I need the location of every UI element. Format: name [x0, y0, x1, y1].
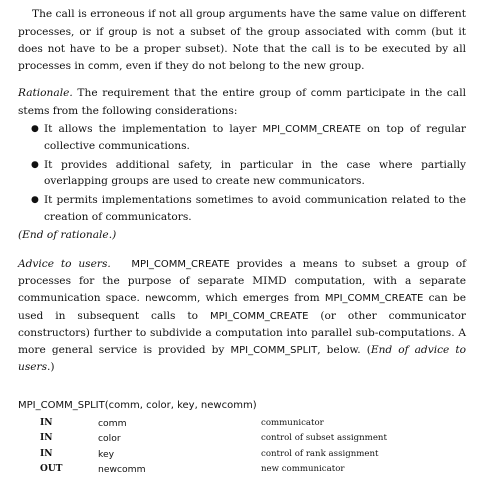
param-description: new communicator [261, 464, 345, 475]
text-span: The call is erroneous if not all [32, 8, 197, 20]
end-of-advice: End of advice to users. [18, 343, 466, 374]
text-span: (but it does not have to be a proper subset). Note that the call is to be executed by all processes in [18, 25, 466, 72]
text-span: provides a means to subset a group of processes for the purpose of separate MIMD computation, with a separate communication space. [18, 257, 467, 304]
end-of-rationale: (End of rationale.) [18, 229, 117, 242]
code-comm: comm [310, 88, 342, 100]
code-newcomm: newcomm [145, 292, 197, 304]
param-direction: IN [40, 448, 53, 459]
param-name: comm [98, 417, 127, 429]
text-span: The requirement that the entire group of [72, 87, 311, 100]
text-span: , below. ( [317, 343, 371, 356]
rationale-paragraph [18, 85, 466, 119]
text-span: , which emerges from [196, 291, 325, 304]
param-direction: IN [40, 433, 53, 444]
param-name: newcomm [98, 464, 146, 476]
list-item [18, 157, 466, 190]
code-mpi-comm-create: MPI_COMM_CREATE [324, 292, 424, 304]
erroneous-call-paragraph [18, 6, 466, 75]
advice-to-users-paragraph [18, 256, 466, 376]
parameter-table [40, 418, 387, 480]
text-span: It provides additional safety, in particular in the case where partially overlapping groups are used to create new communicators. [44, 158, 466, 188]
table-row [40, 464, 387, 480]
function-signature: MPI_COMM_SPLIT(comm, color, key, newcomm) [18, 399, 257, 411]
bullet-icon: ● [31, 123, 39, 134]
table-row [40, 433, 387, 449]
bullet-icon: ● [31, 159, 39, 170]
document-page [18, 6, 466, 480]
code-mpi-comm-split: MPI_COMM_SPLIT [230, 344, 318, 356]
list-item [18, 121, 466, 155]
table-row [40, 449, 387, 465]
text-span: , even if they do not belong to the new group. [119, 59, 365, 72]
text-span: arguments have the same value on different processes, or if [18, 8, 466, 38]
code-comm: comm [87, 60, 120, 72]
rationale-bullet-list [18, 121, 466, 226]
param-name: color [98, 433, 121, 445]
text-span: (or other communicator constructors) further to subdivide a computation into parallel sub-computations. A more general service is provided by [18, 309, 466, 356]
code-group: group [108, 26, 138, 38]
code-mpi-comm-create: MPI_COMM_CREATE [262, 123, 361, 135]
param-name: key [98, 448, 115, 460]
list-item [18, 192, 466, 225]
param-description: control of subset assignment [261, 433, 387, 444]
param-description: control of rank assignment [261, 448, 379, 459]
code-mpi-comm-create: MPI_COMM_CREATE [131, 258, 230, 270]
text-span: It allows the implementation to layer [44, 122, 263, 135]
text-span: can be used in subsequent calls to [18, 291, 467, 322]
text-span: ) [50, 361, 55, 374]
code-comm: comm [395, 26, 427, 38]
param-description: communicator [261, 417, 324, 428]
advice-label: Advice to users. [18, 257, 111, 270]
rationale-label: Rationale. [18, 87, 73, 100]
text-span: participate in the call stems from the following considerations: [18, 87, 466, 117]
text-span: is not a subset of the group associated with [137, 25, 396, 38]
bullet-icon: ● [31, 194, 39, 205]
code-mpi-comm-create: MPI_COMM_CREATE [209, 310, 309, 322]
table-row [40, 418, 387, 434]
text-span: It permits implementations sometimes to avoid communication related to the creation of communicators. [44, 193, 466, 223]
text-span: on top of regular collective communications. [44, 122, 466, 153]
param-direction: IN [40, 417, 53, 428]
param-direction: OUT [40, 464, 63, 475]
code-group: group [196, 9, 226, 20]
